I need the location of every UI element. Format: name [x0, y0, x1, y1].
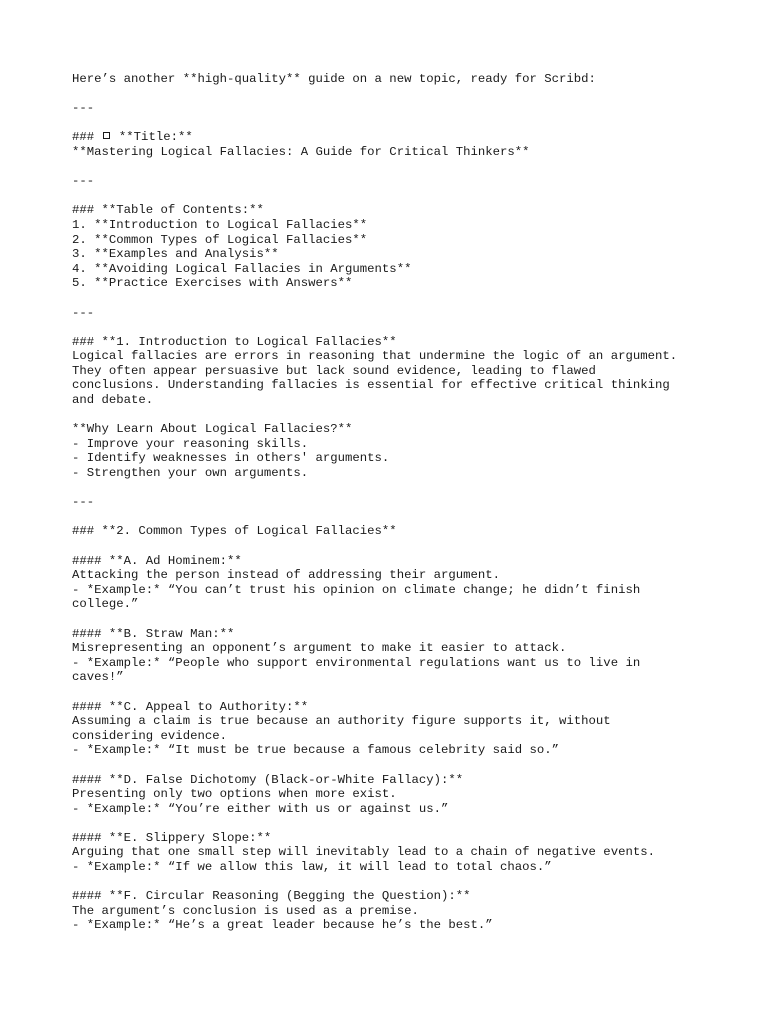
- why-item: - Improve your reasoning skills.: [72, 436, 309, 451]
- why-heading: **Why Learn About Logical Fallacies?**: [72, 422, 353, 437]
- toc-item: 1. **Introduction to Logical Fallacies**: [72, 217, 368, 232]
- section1-paragraph-line: conclusions. Understanding fallacies is essential for effective critical thinking: [72, 378, 670, 393]
- fallacy-line: Presenting only two options when more exist.: [72, 787, 397, 802]
- section1-paragraph-line: and debate.: [72, 393, 154, 408]
- fallacy-line: considering evidence.: [72, 728, 227, 743]
- toc-heading: ### **Table of Contents:**: [72, 203, 264, 218]
- fallacy-line: caves!”: [72, 670, 124, 685]
- fallacy-line: - *Example:* “It must be true because a famous celebrity said so.”: [72, 743, 560, 758]
- title-heading-text: **Title:**: [118, 130, 193, 145]
- fallacy-heading: #### **F. Circular Reasoning (Begging the Question):**: [72, 889, 471, 904]
- section1-heading: ### **1. Introduction to Logical Fallacies**: [72, 334, 397, 349]
- fallacy-heading: #### **E. Slippery Slope:**: [72, 830, 272, 845]
- fallacy-heading: #### **C. Appeal to Authority:**: [72, 699, 309, 714]
- fallacy-line: Arguing that one small step will inevitably lead to a chain of negative events.: [72, 845, 655, 860]
- fallacy-line: Attacking the person instead of addressing their argument.: [72, 568, 501, 583]
- why-item: - Identify weaknesses in others' arguments.: [72, 451, 390, 466]
- separator: ---: [72, 101, 95, 116]
- fallacy-line: - *Example:* “He’s a great leader because he’s the best.”: [72, 918, 493, 933]
- fallacy-line: Assuming a claim is true because an authority figure supports it, without: [72, 714, 611, 729]
- fallacy-heading: #### **A. Ad Hominem:**: [72, 553, 242, 568]
- separator: ---: [72, 495, 95, 510]
- fallacy-line: Misrepresenting an opponent’s argument to make it easier to attack.: [72, 641, 567, 656]
- fallacy-line: - *Example:* “You’re either with us or against us.”: [72, 801, 449, 816]
- toc-item: 5. **Practice Exercises with Answers**: [72, 276, 353, 291]
- section1-paragraph-line: Logical fallacies are errors in reasoning that undermine the logic of an argument.: [72, 349, 678, 364]
- fallacy-heading: #### **D. False Dichotomy (Black-or-White Fallacy):**: [72, 772, 464, 787]
- fallacy-line: - *Example:* “You can’t trust his opinion on climate change; he didn’t finish: [72, 582, 641, 597]
- title-heading-prefix: ###: [72, 130, 95, 145]
- toc-item: 4. **Avoiding Logical Fallacies in Arguments**: [72, 261, 412, 276]
- title-heading: [72, 130, 712, 145]
- separator: ---: [72, 305, 95, 320]
- fallacy-line: The argument’s conclusion is used as a premise.: [72, 903, 419, 918]
- toc-item: 2. **Common Types of Logical Fallacies**: [72, 232, 368, 247]
- placeholder-box-icon: [103, 132, 110, 139]
- document-page: [72, 72, 712, 933]
- fallacy-line: - *Example:* “People who support environmental regulations want us to live in: [72, 655, 641, 670]
- separator: ---: [72, 174, 95, 189]
- fallacy-heading: #### **B. Straw Man:**: [72, 626, 235, 641]
- why-item: - Strengthen your own arguments.: [72, 466, 309, 481]
- intro-line: Here’s another **high-quality** guide on a new topic, ready for Scribd:: [72, 72, 596, 86]
- section2-heading: ### **2. Common Types of Logical Fallacies**: [72, 524, 397, 539]
- fallacy-line: - *Example:* “If we allow this law, it will lead to total chaos.”: [72, 860, 552, 875]
- toc-item: 3. **Examples and Analysis**: [72, 247, 279, 262]
- section1-paragraph-line: They often appear persuasive but lack sound evidence, leading to flawed: [72, 363, 596, 378]
- fallacy-line: college.”: [72, 597, 139, 612]
- document-title: **Mastering Logical Fallacies: A Guide for Critical Thinkers**: [72, 144, 530, 159]
